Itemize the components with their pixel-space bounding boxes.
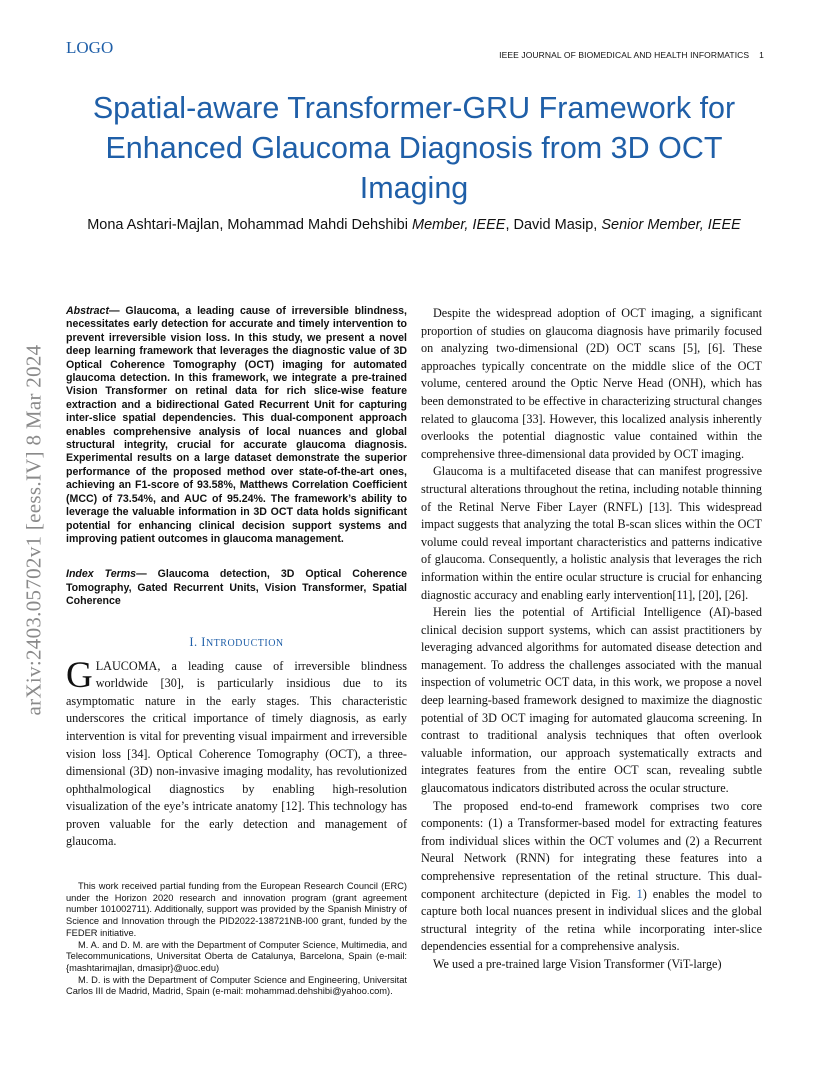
section-title-initial: I: [201, 634, 206, 649]
intro-text: LAUCOMA, a leading cause of irreversible blindness worldwide [30], is particularly insidious due to its asymptomatic nature in the early stages. This characteristic underscores the critical importance of timely diagnosis, as early intervention is vital for preventing visual impairment and irreversible vision loss [34]. Optical Coherence Tomography (OCT), a three-dimensional (3D) non-invasive imaging modality, has revolutionized ophthalmological diagnostics by enabling high-resolution visualization of the eye’s intricate anatomy [12]. This technology has proven valuable for the early detection and management of glaucoma.: [66, 658, 407, 849]
body-paragraph: Despite the widespread adoption of OCT imaging, a significant proportion of studies on glaucoma diagnosis have primarily focused on analyzing two-dimensional (2D) OCT scans [5], [6]. These approaches typically concentrate on the middle slice of the OCT volume, centered around the Optic Nerve Head (ONH), which has been demonstrated to be effective in characterizing structural changes related to glaucoma [33]. However, this localized analysis inherently overlooks the potential diagnostic value contained within the comprehensive three-dimensional data provided by OCT imaging.: [421, 306, 762, 461]
body-paragraph: Herein lies the potential of Artificial Intelligence (AI)-based clinical decision support systems, which can assist practitioners by leveraging advanced algorithms for automated disease detection and management. To address the challenges associated with the manual inspection of volumetric OCT data, in this work, we propose a novel deep learning-based framework designed to maximize the diagnostic potential of 3D OCT imaging for automated glaucoma screening. In contrast to traditional analysis techniques that often overlook valuable information, our approach systematically extracts and integrates features from the entire OCT scan, revealing subtle glaucomatous indicators distributed across the ocular structure.: [421, 605, 762, 796]
right-column: [421, 305, 762, 974]
section-number: I.: [189, 634, 198, 649]
intro-paragraph: [66, 654, 407, 852]
left-column: [66, 305, 407, 851]
body-paragraph: Glaucoma is a multifaceted disease that can manifest progressive structural alterations throughout the retina, including notable thinning of the Retinal Nerve Fiber Layer (RNFL) [13]. This widespread impact suggests that analyzing the total B-scan slices within the OCT volume could reveal important characteristics and patterns indicative of glaucoma. Consequently, a holistic analysis that leverages the rich information within the entire ocular structure is crucial for enhancing diagnostic accuracy and enabling early intervention[11], [20], [26].: [421, 464, 762, 602]
footnote-affiliation: M. D. is with the Department of Computer Science and Engineering, Universitat Carlos III de Madrid, Madrid, Spain (e-mail: mohammad.dehshibi@yahoo.com).: [66, 974, 407, 997]
paper-title: [60, 88, 768, 208]
body-paragraph: We used a pre-trained large Vision Transformer (ViT-large): [433, 956, 722, 971]
arxiv-identifier: arXiv:2403.05702v1 [eess.IV] 8 Mar 2024: [21, 344, 46, 716]
drop-cap: G: [66, 654, 93, 696]
author-names: , David Masip,: [505, 217, 602, 233]
footnote-funding: This work received partial funding from the European Research Council (ERC) under the Horizon 2020 research and innovation program (grant agreement number 101002711). Additionally, support was provided by the Spanish Ministry of Science and Innovation through the PID2022-138721NB-I00 grant, funded by the FEDER initiative.: [66, 881, 407, 938]
author-role: Senior Member, IEEE: [601, 217, 741, 233]
author-role: Member, IEEE: [411, 217, 506, 233]
title-line: Imaging: [359, 171, 469, 205]
abstract-label: Abstract: [66, 305, 109, 317]
figure-link[interactable]: 1: [636, 886, 643, 901]
body-text: The proposed end-to-end framework comprises two core components: (1) a Transformer-based model for extracting features from individual slices within the OCT volumes and (2) a Recurrent Neural Network (RNN) for integrating these features into a comprehensive representation of the retinal structure. This dual-component architecture (depicted in Fig.: [421, 798, 762, 901]
footnotes: [66, 881, 407, 998]
title-line: Enhanced Glaucoma Diagnosis from 3D OCT: [105, 131, 723, 165]
index-terms: [66, 568, 407, 608]
index-terms-text: — Glaucoma detection, 3D Optical Coherence Tomography, Gated Recurrent Units, Vision Transformer, Spatial Coherence: [66, 568, 407, 608]
abstract: [66, 305, 407, 546]
running-header: [499, 50, 764, 60]
journal-logo: LOGO: [66, 38, 114, 57]
section-title-rest: NTRODUCTION: [205, 637, 284, 649]
footnote-affiliation: M. A. and D. M. are with the Department of Computer Science, Multimedia, and Telecommunications, Universitat Oberta de Catalunya, Barcelona, Spain (e-mail: {mashtarimajlan, dmasipr}@uoc.edu): [66, 939, 407, 973]
journal-name: IEEE JOURNAL OF BIOMEDICAL AND HEALTH INFORMATICS: [499, 50, 750, 60]
abstract-text: — Glaucoma, a leading cause of irreversible blindness, necessitates early detection for accurate and timely intervention to prevent irreversible vision loss. In this study, we present a novel deep learning framework that leverages the diagnostic value of 3D Optical Coherence Tomography (OCT) imaging for automated glaucoma detection. In this framework, we integrate a pre-trained Vision Transformer on retinal data for rich slice-wise feature extraction and a bidirectional Gated Recurrent Unit for capturing inter-slice spatial dependencies. This dual-component approach enables comprehensive analysis of local nuances and global structural integrity, crucial for accurate glaucoma diagnosis. Experimental results on a large dataset demonstrate the superior performance of the proposed method over state-of-the-art ones, achieving an F1-score of 93.58%, Matthews Correlation Coefficient (MCC) of 73.54%, and AUC of 95.24%. The framework’s ability to leverage the valuable information in 3D OCT data holds significant potential for enhancing clinical decision support systems and improving patient outcomes in glaucoma management.: [66, 305, 407, 545]
index-terms-label: Index Terms: [66, 568, 137, 581]
arxiv-stamp: [22, 290, 46, 770]
section-heading: [66, 635, 407, 650]
author-list: [40, 217, 788, 233]
body-text: ) enables the model to capture both local nuances present in individual slices and the global structural integrity of the retina while incorporating inter-slice dependencies essential for a comprehensive analysis.: [421, 886, 762, 954]
page-number: 1: [759, 50, 764, 60]
author-names: Mona Ashtari-Majlan, Mohammad Mahdi Dehshibi: [87, 217, 412, 233]
title-line: Spatial-aware Transformer-GRU Framework for: [92, 91, 736, 125]
body-paragraph: [421, 798, 762, 956]
